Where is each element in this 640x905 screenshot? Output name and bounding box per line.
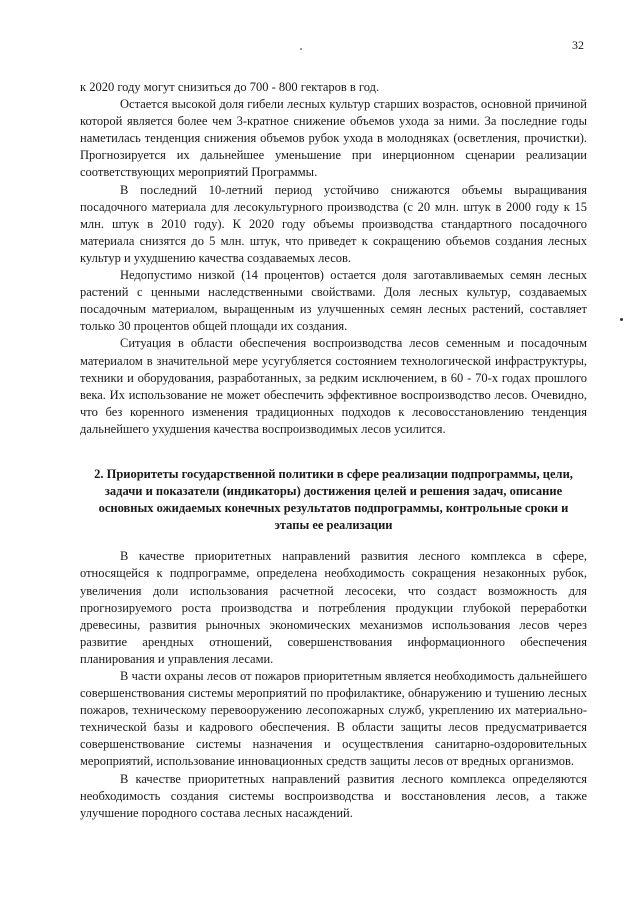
paragraph: В части охраны лесов от пожаров приоритетным является необходимость дальнейшего совершенствования системы мероприятий по профилактике, обнаружению и тушению лесных пожаров, техническому перевооружению лесопожарных служб, укреплению их материально-технической базы и кадрового обеспечения. В области защиты лесов предусматривается совершенствование системы назначения и осуществления санитарно-оздоровительных мероприятий, использование инновационных средств защиты лесов от вредных организмов.	[80, 669, 587, 769]
page-number: 32	[572, 38, 584, 52]
paragraph: Ситуация в области обеспечения воспроизводства лесов семенным и посадочным материалом в значительной мере усугубляется состоянием технологической инфраструктуры, техники и оборудования, разработанных, за редким исключением, в 60 - 70-х годах прошлого века. Их использование не может обеспечить эффективное воспроизводство лесов. Очевидно, что без коренного изменения традиционных подходов к лесовосстановлению тенденция дальнейшего ухудшения качества воспроизводимых лесов усилится.	[80, 336, 587, 436]
scan-dot-mark	[620, 318, 623, 321]
paragraph-continuation: к 2020 году могут снизиться до 700 - 800 гектаров в год.	[80, 80, 380, 94]
scan-dot-mark	[300, 48, 302, 50]
paragraph: В качестве приоритетных направлений развития лесного комплекса в сфере, относящейся к подпрограмме, определена необходимость сокращения незаконных рубок, увеличения доли использования расчетной лесосеки, что создаст возможность для прогнозируемого роста производства и потребления продукции глубокой переработки древесины, развития рыночных экономических механизмов использования лесов через развитие арендных отношений, совершенствования информационного обеспечения планирования и управления лесами.	[80, 549, 587, 666]
paragraph: Остается высокой доля гибели лесных культур старших возрастов, основной причиной которой является более чем 3-кратное снижение объемов ухода за ними. За последние годы наметилась тенденция снижения объемов рубок ухода в молодняках (осветления, прочистки). Прогнозируется их дальнейшее уменьшение при инерционном сценарии реализации соответствующих мероприятий Программы.	[80, 97, 587, 180]
paragraph: В качестве приоритетных направлений развития лесного комплекса определяются необходимость создания системы воспроизводства и восстановления лесов, а также улучшение породного состава лесных насаждений.	[80, 771, 587, 820]
paragraph: Недопустимо низкой (14 процентов) остается доля заготавливаемых семян лесных растений с ценными наследственными свойствами. Доля лесных культур, создаваемых посадочным материалом, выращенным из улучшенных семян лесных растений, составляет только 30 процентов общей площади их создания.	[80, 268, 587, 334]
paragraph: В последний 10-летний период устойчиво снижаются объемы выращивания посадочного материала для лесокультурного производства (с 20 млн. штук в 2000 году к 15 млн. штук в 2010 году). К 2020 году объемы производства стандартного посадочного материала снизятся до 5 млн. штук, что приведет к сокращению объемов создания лесных культур и ухудшению качества создаваемых лесов.	[80, 182, 587, 265]
document-body	[80, 79, 587, 822]
section-heading: 2. Приоритеты государственной политики в сфере реализации подпрограммы, цели, задачи и показатели (индикаторы) достижения целей и решения задач, описание основных ожидаемых конечных результатов подпрограммы, контрольные сроки и этапы ее реализации	[94, 466, 573, 533]
